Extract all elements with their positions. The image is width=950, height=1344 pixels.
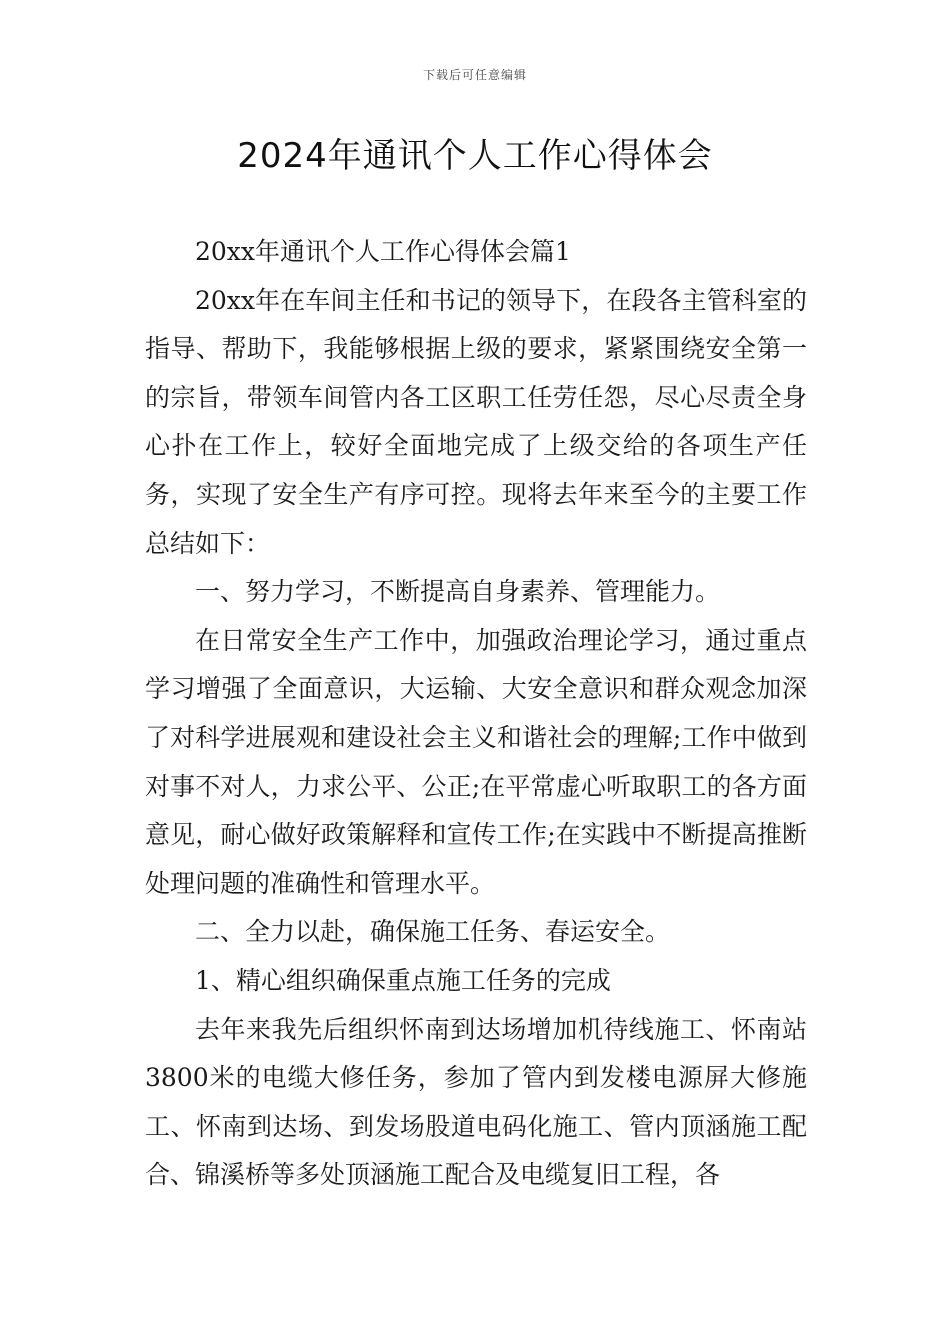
- document-body: [145, 228, 807, 1200]
- paragraph: 20xx年在车间主任和书记的领导下，在段各主管科室的指导、帮助下，我能够根据上级的要求，紧紧围绕安全第一的宗旨，带领车间管内各工区职工任劳任怨，尽心尽责全身心扑在工作上，较好全面地完成了上级交给的各项生产任务，实现了安全生产有序可控。现将去年来至今的主要工作总结如下：: [145, 285, 807, 558]
- subsection-heading: 1、精心组织确保重点施工任务的完成: [195, 965, 611, 995]
- section-heading: 二、全力以赴，确保施工任务、春运安全。: [195, 917, 671, 947]
- section-heading: 一、努力学习，不断提高自身素养、管理能力。: [195, 577, 721, 607]
- document-title: 2024年通讯个人工作心得体会: [237, 136, 713, 176]
- paragraph: 在日常安全生产工作中，加强政治理论学习，通过重点学习增强了全面意识，大运输、大安全意识和群众观念加深了对科学进展观和建设社会主义和谐社会的理解;工作中做到对事不对人，力求公平、公正;在平常虚心听取职工的各方面意见，耐心做好政策解释和宣传工作;在实践中不断提高推断处理问题的准确性和管理水平。: [145, 625, 807, 898]
- header-note: 下载后可任意编辑: [422, 68, 527, 82]
- paragraph: 去年来我先后组织怀南到达场增加机待线施工、怀南站3800米的电缆大修任务，参加了管内到发楼电源屏大修施工、怀南到达场、到发场股道电码化施工、管内顶涵施工配合、锦溪桥等多处顶涵施工配合及电缆复旧工程，各: [145, 1014, 807, 1190]
- section-heading: 20xx年通讯个人工作心得体会篇1: [195, 237, 571, 266]
